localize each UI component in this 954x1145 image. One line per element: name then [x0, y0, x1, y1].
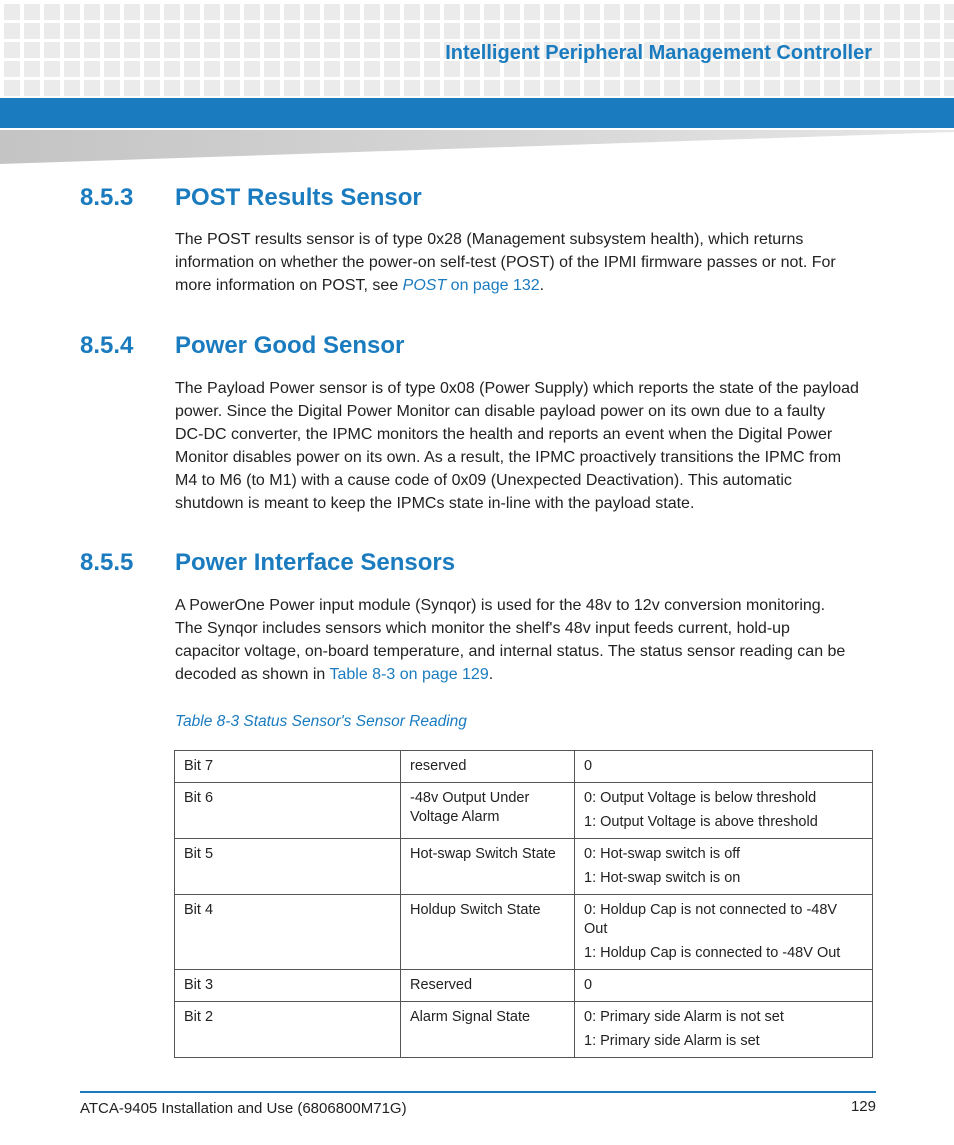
status-sensor-table [174, 750, 873, 1058]
body-line: power. Since the Digital Power Monitor can disable payload power on its own due to a faulty [175, 403, 826, 420]
value-line: 0: Holdup Cap is not connected to -48V Out [584, 902, 838, 937]
section-heading-8-5-5 [80, 549, 455, 577]
bit-cell: Bit 5 [175, 839, 401, 895]
value-line: 1: Hot-swap switch is on [584, 870, 741, 886]
body-line: The Synqor includes sensors which monitor the shelf's 48v input feeds current, hold-up [175, 620, 790, 637]
table-cross-reference-link[interactable]: Table 8-3 on page 129 [329, 666, 489, 683]
running-header-title: Intelligent Peripheral Management Controller [445, 42, 872, 64]
table-row [175, 783, 873, 839]
body-line: shutdown is meant to keep the IPMCs state in-line with the payload state. [175, 495, 695, 512]
value-line: 0: Hot-swap switch is off [584, 846, 741, 862]
value-description-cell [575, 1002, 873, 1058]
body-line: The POST results sensor is of type 0x28 (Management subsystem health), which returns [175, 231, 804, 248]
section-body-8-5-3 [175, 228, 875, 297]
value-line: 0 [584, 977, 593, 993]
header-blue-band [0, 98, 954, 128]
bit-cell: Bit 6 [175, 783, 401, 839]
table-row [175, 895, 873, 970]
table-row [175, 839, 873, 895]
value-description-cell [575, 783, 873, 839]
section-title: Power Interface Sensors [175, 549, 456, 576]
section-heading-8-5-4 [80, 332, 404, 360]
signal-name-cell: Alarm Signal State [401, 1002, 575, 1058]
signal-name-cell: Reserved [401, 970, 575, 1002]
body-line-with-link: more information on POST, see POST on page 132. [175, 277, 545, 294]
header-grey-wedge [0, 130, 954, 164]
section-heading-8-5-3 [80, 184, 422, 212]
signal-name-cell: Holdup Switch State [401, 895, 575, 970]
signal-name-cell: -48v Output Under Voltage Alarm [401, 783, 575, 839]
section-title: Power Good Sensor [175, 332, 405, 359]
section-number: 8.5.4 [80, 332, 134, 359]
value-description-cell [575, 751, 873, 783]
section-body-8-5-5 [175, 594, 875, 686]
value-description-cell [575, 970, 873, 1002]
body-line: A PowerOne Power input module (Synqor) is used for the 48v to 12v conversion monitoring. [175, 597, 826, 614]
bit-cell: Bit 7 [175, 751, 401, 783]
bit-cell: Bit 2 [175, 1002, 401, 1058]
signal-name-cell: reserved [401, 751, 575, 783]
table-row [175, 970, 873, 1002]
footer-document-title: ATCA-9405 Installation and Use (6806800M71G) [80, 1100, 407, 1117]
value-line: 0: Output Voltage is below threshold [584, 790, 817, 806]
value-line: 0 [584, 758, 593, 774]
body-line: M4 to M6 (to M1) with a cause code of 0x09 (Unexpected Deactivation). This automatic [175, 472, 792, 489]
section-number: 8.5.5 [80, 549, 134, 576]
footer-page-number: 129 [850, 1098, 876, 1115]
post-cross-reference-link[interactable]: POST on page 132 [402, 277, 540, 294]
value-description-cell [575, 839, 873, 895]
section-title: POST Results Sensor [175, 184, 422, 211]
body-line: The Payload Power sensor is of type 0x08 (Power Supply) which reports the state of the payload [175, 380, 859, 397]
table-row [175, 751, 873, 783]
body-line: capacitor voltage, on-board temperature, and internal status. The status sensor reading can be [175, 643, 846, 660]
body-line: information on whether the power-on self-test (POST) of the IPMI firmware passes or not. For [175, 254, 836, 271]
footer-rule [80, 1091, 876, 1093]
value-line: 1: Holdup Cap is connected to -48V Out [584, 945, 841, 961]
body-line: Monitor disables power on its own. As a result, the IPMC proactively transitions the IPMC from [175, 449, 842, 466]
body-line: DC-DC converter, the IPMC monitors the health and reports an event when the Digital Power [175, 426, 833, 443]
section-number: 8.5.3 [80, 184, 134, 211]
bit-cell: Bit 4 [175, 895, 401, 970]
table-caption: Table 8-3 Status Sensor's Sensor Reading [175, 713, 467, 730]
signal-name-cell: Hot-swap Switch State [401, 839, 575, 895]
value-description-cell [575, 895, 873, 970]
value-line: 1: Primary side Alarm is set [584, 1033, 760, 1049]
bit-cell: Bit 3 [175, 970, 401, 1002]
body-line-with-link: decoded as shown in Table 8-3 on page 129. [175, 666, 494, 683]
table-row [175, 1002, 873, 1058]
section-body-8-5-4 [175, 377, 875, 515]
value-line: 1: Output Voltage is above threshold [584, 814, 818, 830]
value-line: 0: Primary side Alarm is not set [584, 1009, 784, 1025]
